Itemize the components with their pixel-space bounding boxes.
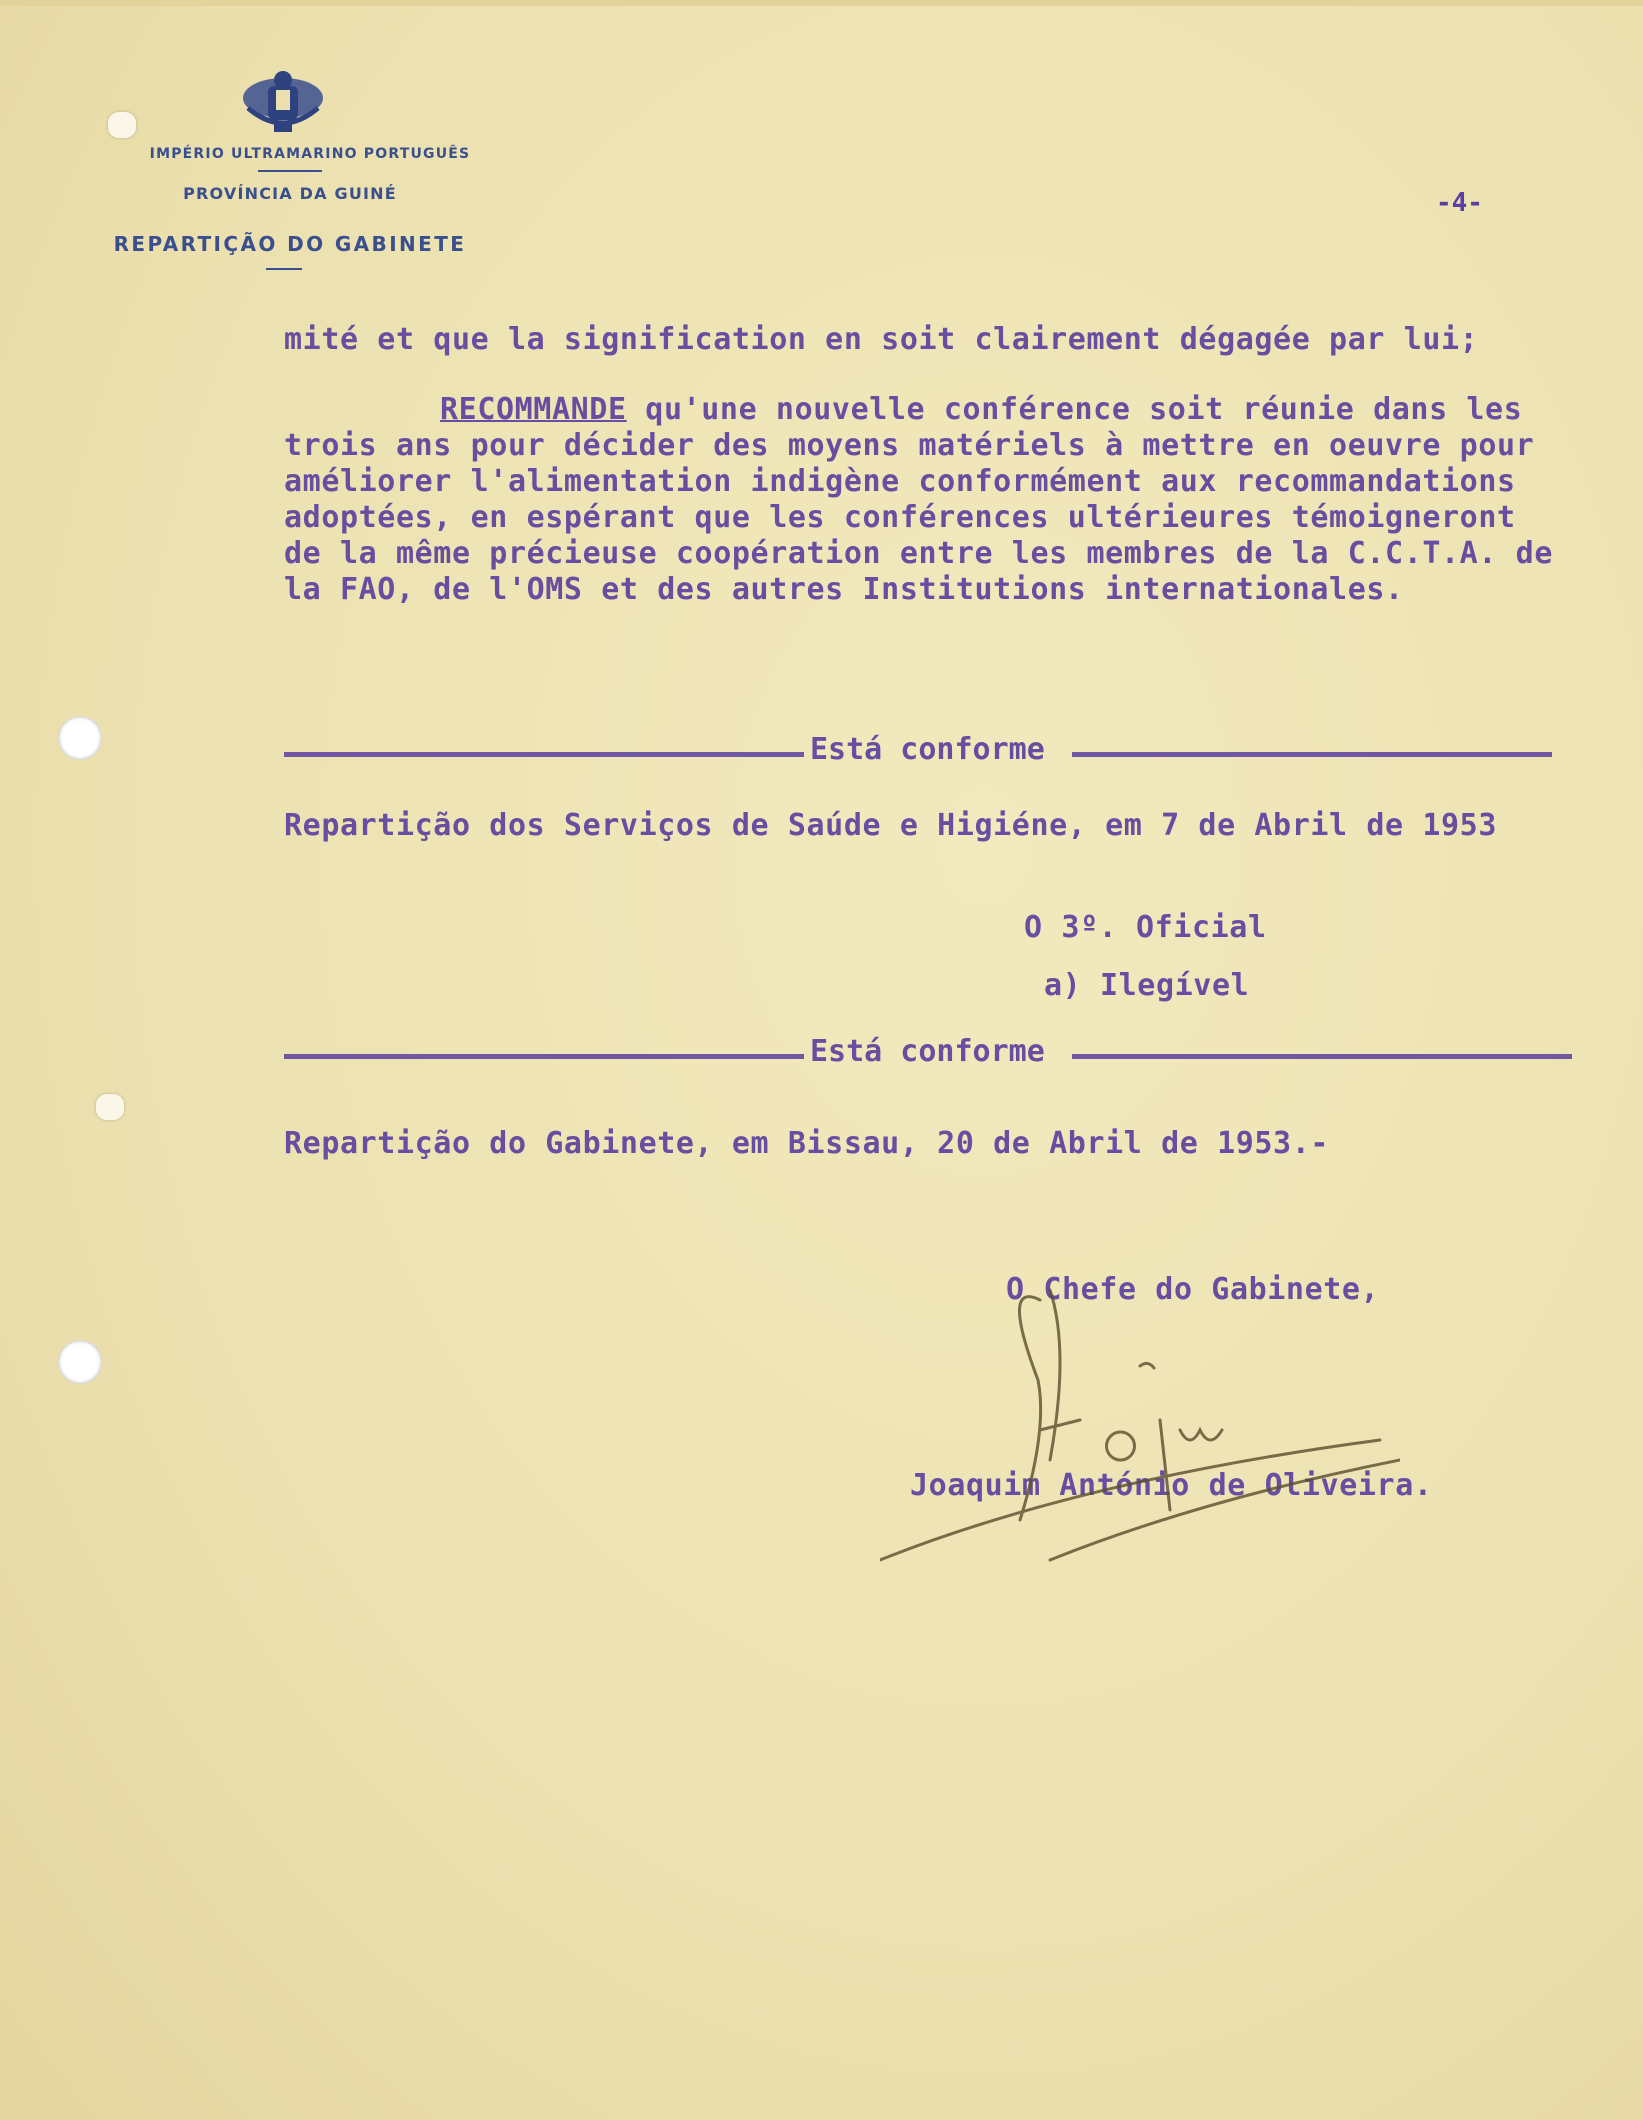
coat-of-arms-icon	[238, 68, 328, 148]
body-line: de la même précieuse coopération entre les membres de la C.C.T.A. de	[284, 536, 1553, 571]
divider-rule	[1072, 752, 1552, 757]
certification-place-date: Repartição dos Serviços de Saúde e Higiéne, em 7 de Abril de 1953	[284, 808, 1497, 843]
page-number: -4-	[1436, 188, 1483, 218]
body-line: mité et que la signification en soit clairement dégagée par lui;	[284, 322, 1479, 357]
body-line-rest: qu'une nouvelle conférence soit réunie dans les	[626, 392, 1523, 427]
divider-rule	[1072, 1054, 1572, 1059]
certification-place-date: Repartição do Gabinete, em Bissau, 20 de Abril de 1953.-	[284, 1126, 1330, 1161]
body-line: trois ans pour décider des moyens matériels à mettre en oeuvre pour	[284, 428, 1535, 463]
punch-hole	[58, 716, 102, 760]
conformity-label: Está conforme	[810, 732, 1045, 767]
letterhead-divider	[258, 170, 322, 172]
recommande-keyword: RECOMMANDE	[440, 392, 627, 427]
body-line: la FAO, de l'OMS et des autres Institutions internationales.	[284, 572, 1404, 607]
signature-note: a) Ilegível	[1044, 968, 1250, 1003]
body-line: adoptées, en espérant que les conférences ultérieures témoigneront	[284, 500, 1516, 535]
paper-edge	[0, 0, 1643, 6]
paper-tear	[108, 112, 136, 138]
signer-name: Joaquim António de Oliveira.	[910, 1468, 1433, 1503]
letterhead-department: REPARTIÇÃO DO GABINETE	[113, 232, 467, 256]
divider-rule	[284, 752, 804, 757]
punch-hole	[58, 1340, 102, 1384]
official-title: O 3º. Oficial	[1024, 910, 1267, 945]
letterhead-province: PROVÍNCIA DA GUINÉ	[183, 184, 397, 203]
handwritten-signature	[880, 1260, 1400, 1580]
signer-title: O Chefe do Gabinete,	[1006, 1272, 1380, 1307]
paper-tear	[96, 1094, 124, 1120]
body-line: améliorer l'alimentation indigène conformément aux recommandations	[284, 464, 1516, 499]
body-line	[440, 392, 1522, 427]
letterhead-empire: IMPÉRIO ULTRAMARINO PORTUGUÊS	[149, 146, 471, 162]
letterhead-divider	[266, 268, 302, 270]
divider-rule	[284, 1054, 804, 1059]
conformity-label: Está conforme	[810, 1034, 1045, 1069]
